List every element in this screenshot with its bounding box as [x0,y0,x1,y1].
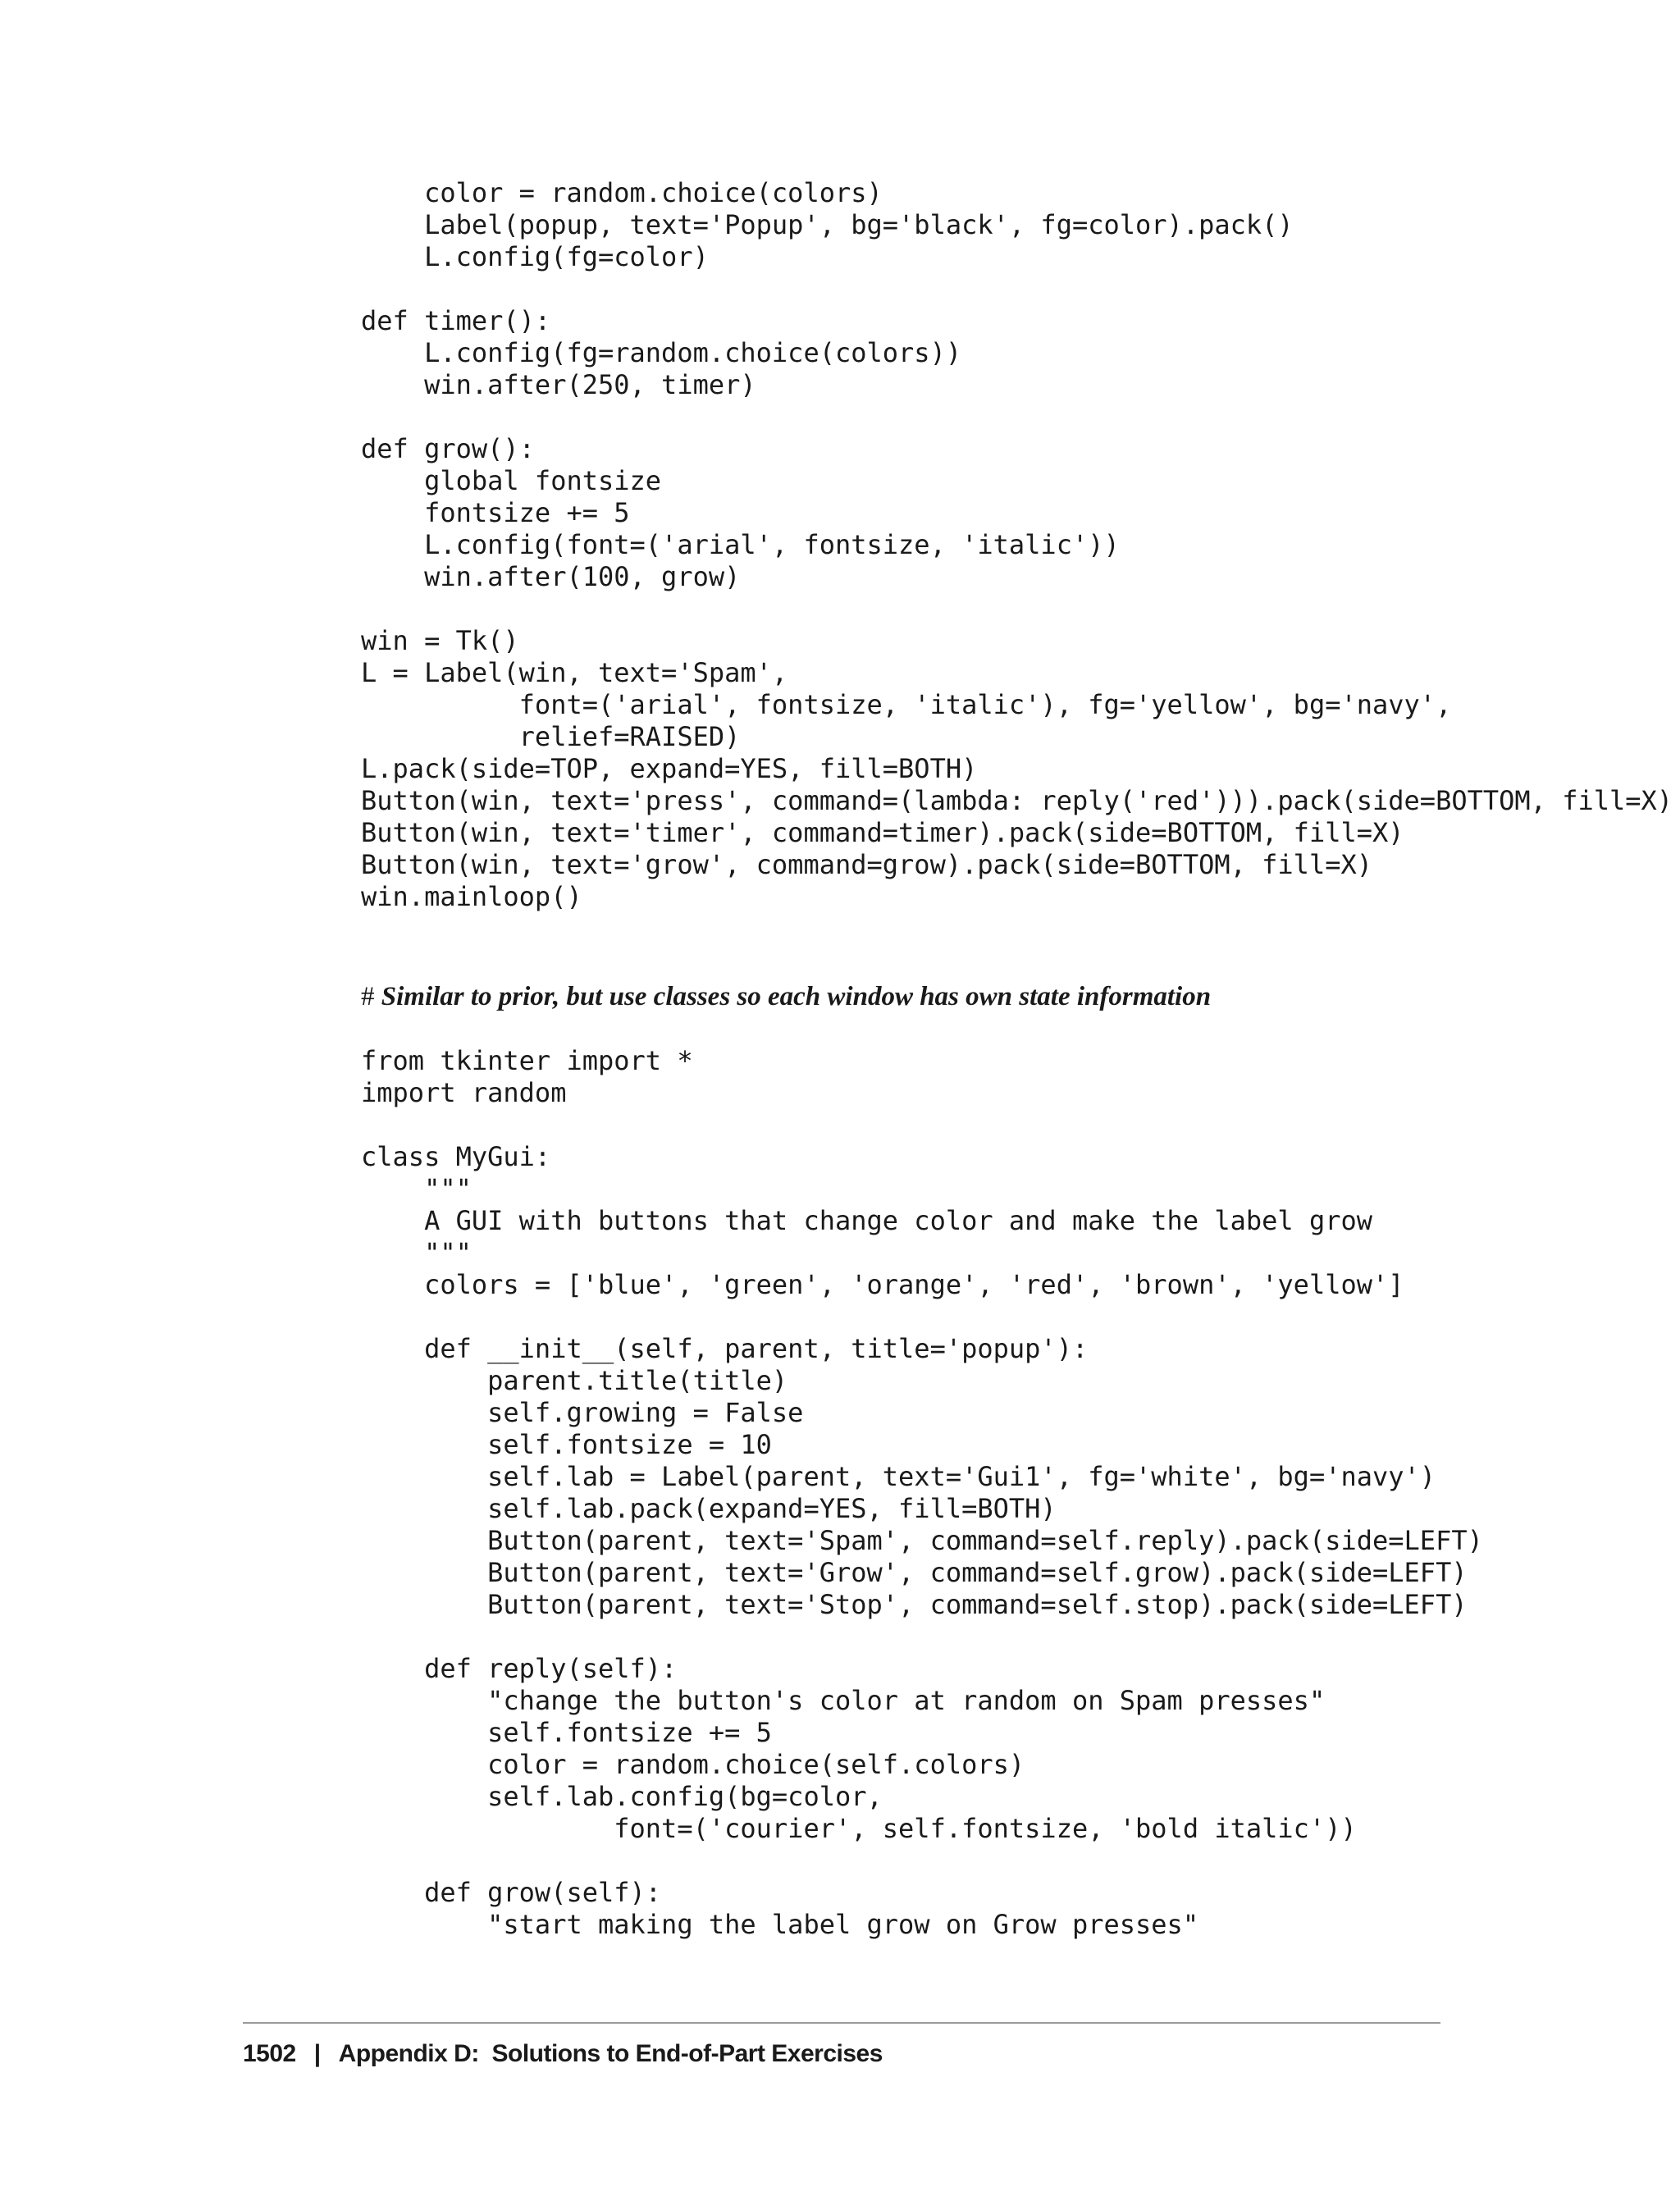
code-line: self.lab = Label(parent, text='Gui1', fg='white', bg='navy') [361,1461,1436,1492]
code-line: self.fontsize = 10 [361,1429,772,1460]
page-number: 1502 [243,2040,296,2067]
code-line: fontsize += 5 [361,497,630,528]
code-line: def reply(self): [361,1653,678,1684]
code-line: Button(parent, text='Grow', command=self.grow).pack(side=LEFT) [361,1557,1468,1588]
code-line: Button(win, text='grow', command=grow).pack(side=BOTTOM, fill=X) [361,849,1372,880]
comment-hash: # [361,982,375,1011]
code-line: """ [361,1237,472,1268]
code-line: L.config(fg=random.choice(colors)) [361,337,962,368]
code-line: win.after(250, timer) [361,369,756,400]
code-line [361,273,1673,305]
code-line: Button(win, text='press', command=(lambda: reply('red'))).pack(side=BOTTOM, fill=X) [361,785,1673,816]
footer-title: Appendix D: Solutions to End-of-Part Exercises [338,2040,883,2067]
code-line: win.after(100, grow) [361,561,741,592]
code-line: self.fontsize += 5 [361,1717,772,1748]
code-comment-heading [361,976,1211,1017]
code-line [361,1301,1483,1333]
code-line: self.lab.config(bg=color, [361,1781,883,1812]
code-line: self.growing = False [361,1397,804,1428]
code-line: global fontsize [361,465,662,496]
code-line: colors = ['blue', 'green', 'orange', 'red', 'brown', 'yellow'] [361,1269,1404,1300]
code-line: Button(win, text='timer', command=timer).pack(side=BOTTOM, fill=X) [361,817,1404,848]
code-line: L.config(fg=color) [361,241,709,272]
code-line: L.config(font=('arial', fontsize, 'italic')) [361,529,1120,560]
code-line [361,401,1673,433]
code-block-top [361,177,1673,913]
code-line: class MyGui: [361,1141,551,1172]
code-block-bottom [361,1045,1483,1941]
footer-separator: | [313,2040,321,2067]
code-line: """ [361,1173,472,1204]
code-line: def __init__(self, parent, title='popup'): [361,1333,1089,1364]
code-line: win = Tk() [361,625,519,656]
code-line: parent.title(title) [361,1365,788,1396]
code-line [361,1109,1483,1141]
code-line: "change the button's color at random on Spam presses" [361,1685,1326,1716]
code-line [361,593,1673,625]
code-line: def timer(): [361,305,551,336]
footer-divider [243,2022,1440,2024]
code-line: L.pack(side=TOP, expand=YES, fill=BOTH) [361,753,978,784]
code-line: Button(parent, text='Stop', command=self.stop).pack(side=LEFT) [361,1589,1468,1620]
code-line: font=('arial', fontsize, 'italic'), fg='yellow', bg='navy', [361,689,1452,720]
code-line: color = random.choice(self.colors) [361,1749,1025,1780]
code-line: A GUI with buttons that change color and make the label grow [361,1205,1372,1236]
code-line [361,1845,1483,1877]
code-line: import random [361,1077,567,1108]
code-line: def grow(): [361,433,535,464]
code-line: win.mainloop() [361,881,582,912]
comment-text: Similar to prior, but use classes so each window has own state information [381,982,1212,1011]
code-line [361,1621,1483,1653]
page-footer [243,2034,883,2074]
code-line: def grow(self): [361,1877,662,1908]
code-line: from tkinter import * [361,1045,693,1076]
code-line: color = random.choice(colors) [361,177,883,208]
code-line: "start making the label grow on Grow presses" [361,1909,1199,1940]
code-line: Button(parent, text='Spam', command=self.reply).pack(side=LEFT) [361,1525,1483,1556]
code-line: font=('courier', self.fontsize, 'bold italic')) [361,1813,1357,1844]
code-line: relief=RAISED) [361,721,741,752]
code-line: L = Label(win, text='Spam', [361,657,788,688]
code-line: self.lab.pack(expand=YES, fill=BOTH) [361,1493,1057,1524]
code-line: Label(popup, text='Popup', bg='black', fg=color).pack() [361,209,1294,240]
